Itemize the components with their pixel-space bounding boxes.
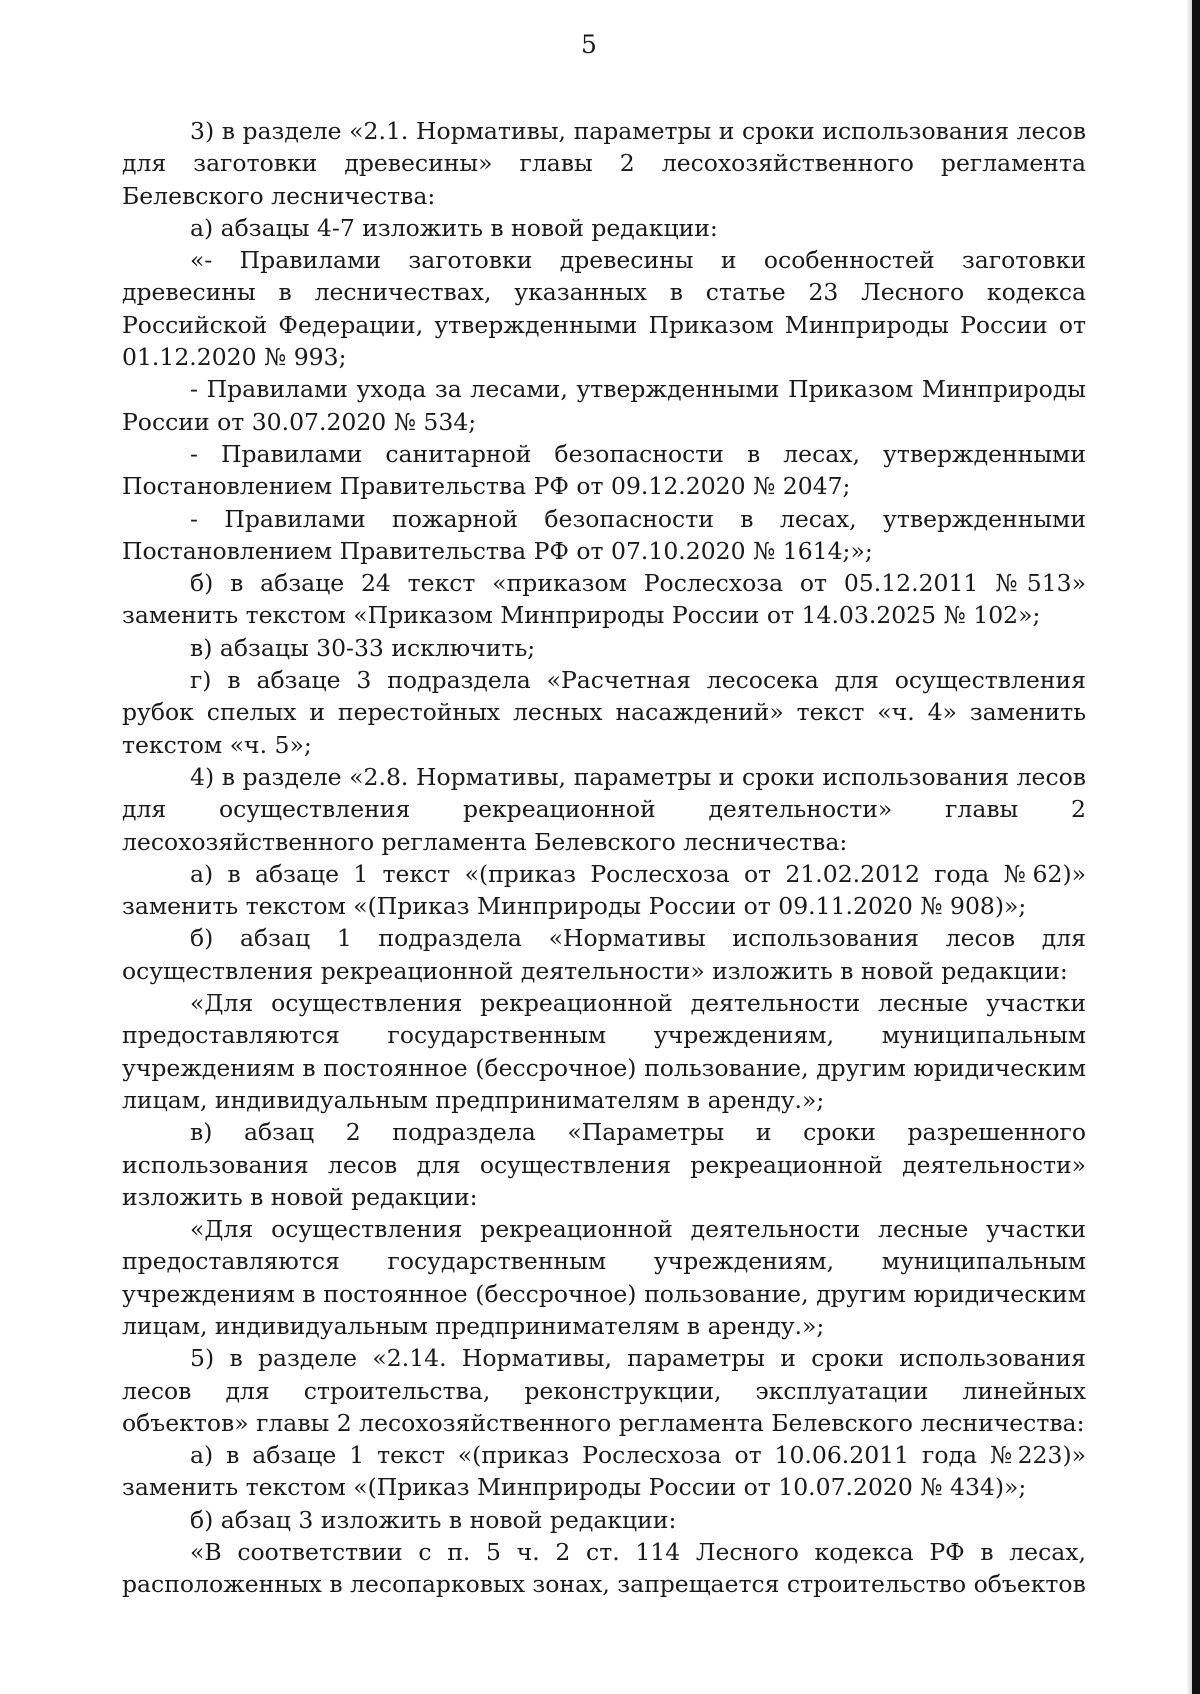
- paragraph-section-3: 3) в разделе «2.1. Нормативы, параметры и сроки использования лесов для заготовки древесины» главы 2 лесохозяйственного регламента Белевского лесничества:: [122, 117, 1086, 210]
- paragraph-section-4: 4) в разделе «2.8. Нормативы, параметры и сроки использования лесов для осуществления рекреационной деятельности» главы 2 лесохозяйственного регламента Белевского лесничества:: [122, 762, 1086, 856]
- paragraph-4b-quote: «Для осуществления рекреационной деятельности лесные участки предоставляются государственным учреждениям, муниципальным учреждениям в постоянное (бессрочное) пользование, другим юридическим лицам, индивидуальным предпринимателям в аренду.»;: [122, 989, 1086, 1114]
- paragraph-5b-quote: «В соответствии с п. 5 ч. 2 ст. 114 Лесного кодекса РФ в лесах, расположенных в лесопарковых зонах, запрещается строительство объектов: [122, 1538, 1086, 1599]
- paragraph-5a: а) в абзаце 1 текст «(приказ Рослесхоза от 10.06.2011 года №223)» заменить текстом «(Приказ Минприроды России от 10.07.2020 № 434)»;: [122, 1441, 1086, 1502]
- paragraph-3v: в) абзацы 30-33 исключить;: [190, 633, 536, 662]
- paragraph-4v-quote: «Для осуществления рекреационной деятельности лесные участки предоставляются государственным учреждениям, муниципальным учреждениям в постоянное (бессрочное) пользование, другим юридическим лицам, индивидуальным предпринимателям в аренду.»;: [122, 1215, 1086, 1340]
- paragraph-3a-item-2: - Правилами ухода за лесами, утвержденными Приказом Минприроды России от 30.07.2020 № 534;: [122, 375, 1086, 436]
- paragraph-3g: г) в абзаце 3 подраздела «Расчетная лесосека для осуществления рубок спелых и перестойных лесных насаждений» текст «ч. 4» заменить текстом «ч. 5»;: [122, 666, 1086, 759]
- paragraph-5b: б) абзац 3 изложить в новой редакции:: [190, 1505, 677, 1534]
- document-body: [122, 115, 1086, 1601]
- page-number: 5: [581, 30, 597, 59]
- paragraph-3b: б) в абзаце 24 текст «приказом Рослесхоза от 05.12.2011 №513» заменить текстом «Приказом Минприроды России от 14.03.2025 № 102»;: [122, 569, 1086, 630]
- paragraph-4b: б) абзац 1 подраздела «Нормативы использования лесов для осуществления рекреационной деятельности» изложить в новой редакции:: [122, 924, 1086, 985]
- paragraph-3a-item-3: - Правилами санитарной безопасности в лесах, утвержденными Постановлением Правительства РФ от 09.12.2020 № 2047;: [122, 439, 1086, 501]
- paragraph-3a-item-1: «- Правилами заготовки древесины и особенностей заготовки древесины в лесничествах, указанных в статье 23 Лесного кодекса Российской Федерации, утвержденными Приказом Минприроды России от 01.12.2020 № 993;: [122, 246, 1086, 372]
- paragraph-4a: а) в абзаце 1 текст «(приказ Рослесхоза от 21.02.2012 года №62)» заменить текстом «(Приказ Минприроды России от 09.11.2020 № 908)»;: [122, 859, 1086, 921]
- paragraph-3a-item-4: - Правилами пожарной безопасности в лесах, утвержденными Постановлением Правительства РФ от 07.10.2020 № 1614;»;: [122, 504, 1086, 565]
- paragraph-3a: а) абзацы 4-7 изложить в новой редакции:: [190, 213, 718, 242]
- paragraph-section-5: 5) в разделе «2.14. Нормативы, параметры и сроки использования лесов для строительства, реконструкции, эксплуатации линейных объектов» главы 2 лесохозяйственного регламента Белевского лесничества:: [122, 1344, 1086, 1437]
- scan-edge-line: [1192, 0, 1200, 1694]
- paragraph-4v: в) абзац 2 подраздела «Параметры и сроки разрешенного использования лесов для осуществления рекреационной деятельности» изложить в новой редакции:: [122, 1118, 1086, 1211]
